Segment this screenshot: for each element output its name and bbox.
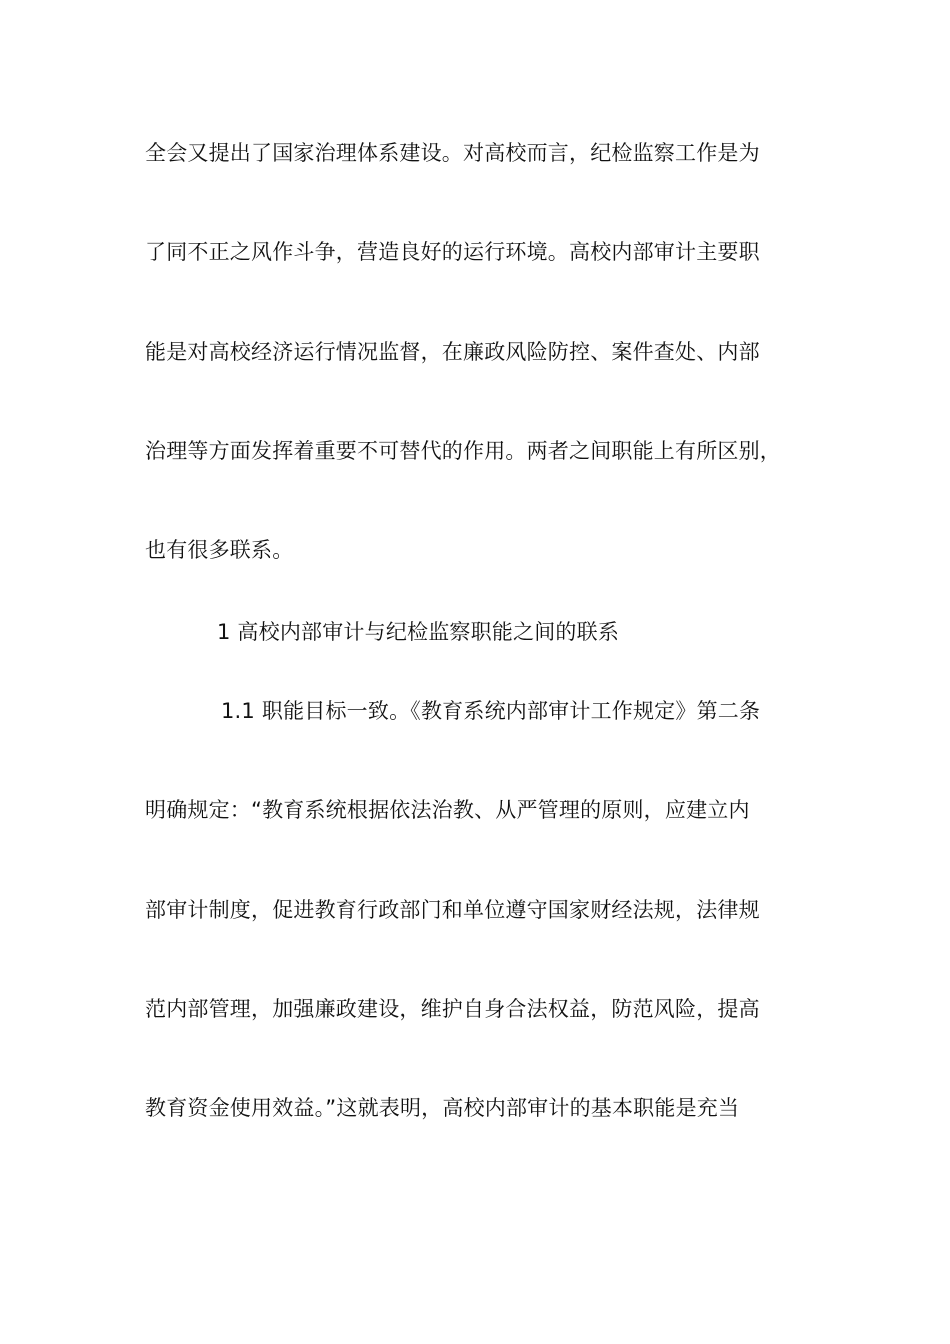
paragraph-line-2: 了同不正之风作斗争，营造良好的运行环境。高校内部审计主要职 xyxy=(145,240,760,264)
paragraph-line-1: 全会又提出了国家治理体系建设。对高校而言，纪检监察工作是为 xyxy=(145,141,760,165)
paragraph-line-7: 部审计制度，促进教育行政部门和单位遵守国家财经法规，法律规 xyxy=(145,898,760,922)
subsection-line-1: 1.1 职能目标一致。《教育系统内部审计工作规定》第二条 xyxy=(221,699,761,723)
section-heading: 1 高校内部审计与纪检监察职能之间的联系 xyxy=(217,620,620,644)
paragraph-line-9: 教育资金使用效益。”这就表明，高校内部审计的基本职能是充当 xyxy=(145,1096,740,1120)
paragraph-line-3: 能是对高校经济运行情况监督，在廉政风险防控、案件查处、内部 xyxy=(145,340,760,364)
paragraph-line-4: 治理等方面发挥着重要不可替代的作用。两者之间职能上有所区别， xyxy=(145,439,781,463)
paragraph-line-5: 也有很多联系。 xyxy=(145,538,294,562)
paragraph-line-8: 范内部管理，加强廉政建设，维护自身合法权益，防范风险，提高 xyxy=(145,997,760,1021)
paragraph-line-6: 明确规定：“教育系统根据依法治教、从严管理的原则，应建立内 xyxy=(145,798,750,822)
